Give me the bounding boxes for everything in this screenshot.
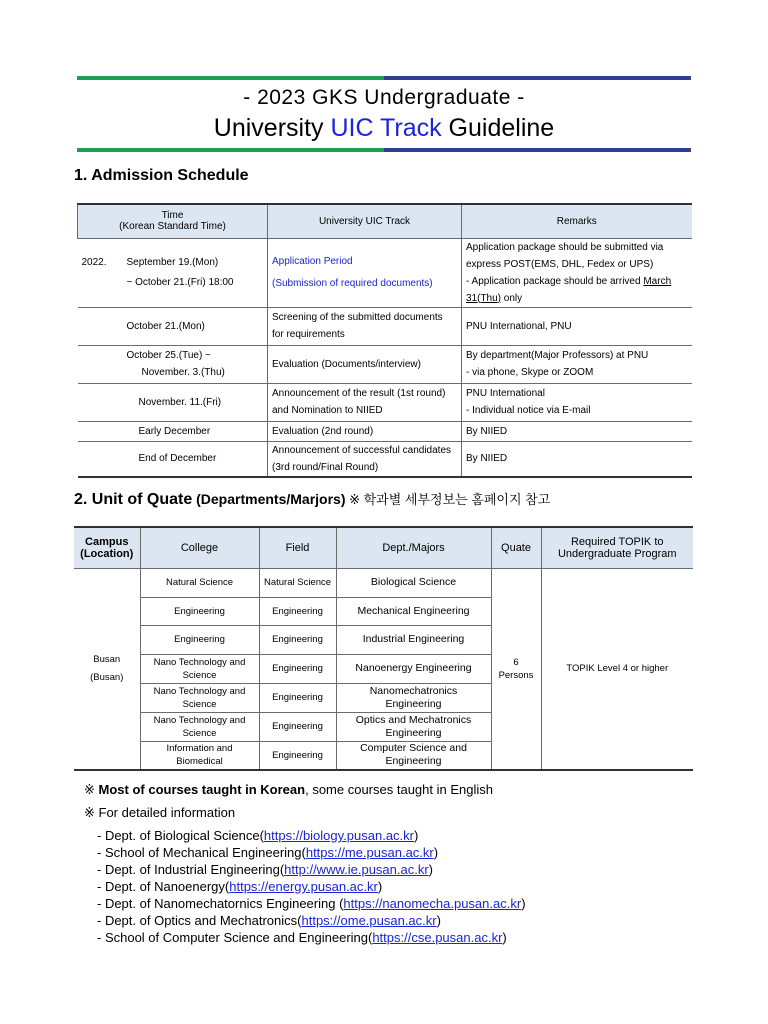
remarks-cell: By NIIED bbox=[462, 441, 692, 477]
college-cell: Information and Biomedical bbox=[140, 741, 259, 770]
remarks-cell: By department(Major Professors) at PNU - via phone, Skype or ZOOM bbox=[462, 345, 692, 383]
time-cell: 2022. September 19.(Mon) ~ October 21.(Fri) 18:00 bbox=[78, 238, 268, 307]
college-cell: Nano Technology and Science bbox=[140, 683, 259, 712]
time-cell: October 25.(Tue) ~ November. 3.(Thu) bbox=[78, 345, 268, 383]
major-cell: Computer Science and Engineering bbox=[336, 741, 491, 770]
track-cell: Evaluation (2nd round) bbox=[268, 421, 462, 441]
track-cell: Announcement of successful candidates (3rd round/Final Round) bbox=[268, 441, 462, 477]
table-row bbox=[74, 568, 693, 597]
major-cell: Industrial Engineering bbox=[336, 625, 491, 654]
track-cell: Announcement of the result (1st round) and Nomination to NIIED bbox=[268, 383, 462, 421]
list-item: - Dept. of Nanoenergy(https://energy.pusan.ac.kr) bbox=[97, 879, 383, 894]
time-cell: October 21.(Mon) bbox=[78, 307, 268, 345]
remarks-cell: PNU International - Individual notice via E-mail bbox=[462, 383, 692, 421]
doc-subtitle: - 2023 GKS Undergraduate - bbox=[243, 86, 525, 109]
header-bottom-rule bbox=[77, 148, 691, 152]
list-item: - Dept. of Nanomechatornics Engineering (https://nanomecha.pusan.ac.kr) bbox=[97, 896, 526, 911]
col-topik: Required TOPIK to Undergraduate Program bbox=[541, 527, 693, 568]
field-cell: Engineering bbox=[259, 683, 336, 712]
link-biology[interactable]: https://biology.pusan.ac.kr bbox=[263, 828, 414, 843]
college-cell: Natural Science bbox=[140, 568, 259, 597]
track-cell: Evaluation (Documents/interview) bbox=[268, 345, 462, 383]
college-cell: Nano Technology and Science bbox=[140, 712, 259, 741]
notes bbox=[84, 778, 493, 824]
list-item: - Dept. of Biological Science(https://biology.pusan.ac.kr) bbox=[97, 828, 419, 843]
table-row bbox=[78, 307, 692, 345]
field-cell: Engineering bbox=[259, 654, 336, 683]
col-college: College bbox=[140, 527, 259, 568]
table-row bbox=[78, 238, 692, 307]
track-cell: Application Period (Submission of required documents) bbox=[268, 238, 462, 307]
major-cell: Nanomechatronics Engineering bbox=[336, 683, 491, 712]
field-cell: Natural Science bbox=[259, 568, 336, 597]
section2-title: 2. Unit of Quate (Departments/Marjors) ※ 학과별 세부정보는 홈페이지 참고 bbox=[74, 491, 551, 508]
link-optics[interactable]: https://ome.pusan.ac.kr bbox=[301, 913, 437, 928]
remarks-cell: PNU International, PNU bbox=[462, 307, 692, 345]
col-remarks: Remarks bbox=[462, 204, 692, 238]
college-cell: Engineering bbox=[140, 625, 259, 654]
note-language: ※ Most of courses taught in Korean, some courses taught in English bbox=[84, 782, 493, 797]
col-time: Time (Korean Standard Time) bbox=[78, 204, 268, 238]
section1-title: 1. Admission Schedule bbox=[74, 167, 249, 184]
college-cell: Engineering bbox=[140, 597, 259, 625]
table-row bbox=[78, 383, 692, 421]
topik-cell: TOPIK Level 4 or higher bbox=[541, 568, 693, 770]
link-industrial[interactable]: http://www.ie.pusan.ac.kr bbox=[284, 862, 429, 877]
field-cell: Engineering bbox=[259, 712, 336, 741]
major-cell: Mechanical Engineering bbox=[336, 597, 491, 625]
campus-cell: Busan (Busan) bbox=[74, 568, 140, 770]
col-major: Dept./Majors bbox=[336, 527, 491, 568]
table-row bbox=[78, 441, 692, 477]
col-track: University UIC Track bbox=[268, 204, 462, 238]
time-cell: November. 11.(Fri) bbox=[78, 383, 268, 421]
major-cell: Optics and Mechatronics Engineering bbox=[336, 712, 491, 741]
college-cell: Nano Technology and Science bbox=[140, 654, 259, 683]
note-info: ※ For detailed information bbox=[84, 805, 236, 820]
table-row bbox=[78, 345, 692, 383]
major-cell: Nanoenergy Engineering bbox=[336, 654, 491, 683]
field-cell: Engineering bbox=[259, 741, 336, 770]
header-top-rule bbox=[77, 76, 691, 80]
col-campus: Campus (Location) bbox=[74, 527, 140, 568]
link-nanoenergy[interactable]: https://energy.pusan.ac.kr bbox=[229, 879, 378, 894]
link-cse[interactable]: https://cse.pusan.ac.kr bbox=[372, 930, 503, 945]
doc-title: University UIC Track Guideline bbox=[213, 114, 555, 142]
time-cell: End of December bbox=[78, 441, 268, 477]
unit-of-quota-table bbox=[74, 526, 693, 771]
list-item: - School of Computer Science and Engineering(https://cse.pusan.ac.kr) bbox=[97, 930, 507, 945]
major-cell: Biological Science bbox=[336, 568, 491, 597]
quota-cell: 6 Persons bbox=[491, 568, 541, 770]
link-mechanical[interactable]: https://me.pusan.ac.kr bbox=[305, 845, 434, 860]
track-cell: Screening of the submitted documents for requirements bbox=[268, 307, 462, 345]
list-item: - Dept. of Industrial Engineering(http://www.ie.pusan.ac.kr) bbox=[97, 862, 434, 877]
table-row bbox=[78, 421, 692, 441]
list-item: - School of Mechanical Engineering(https://me.pusan.ac.kr) bbox=[97, 845, 439, 860]
col-field: Field bbox=[259, 527, 336, 568]
list-item: - Dept. of Optics and Mechatronics(https://ome.pusan.ac.kr) bbox=[97, 913, 441, 928]
admission-schedule-table bbox=[77, 203, 692, 478]
table-header-row bbox=[78, 204, 692, 238]
link-nanomechatronics[interactable]: https://nanomecha.pusan.ac.kr bbox=[343, 896, 522, 911]
table-header-row bbox=[74, 527, 693, 568]
field-cell: Engineering bbox=[259, 597, 336, 625]
department-links bbox=[97, 827, 526, 946]
time-cell: Early December bbox=[78, 421, 268, 441]
remarks-cell: Application package should be submitted via express POST(EMS, DHL, Fedex or UPS) - Application package should be arrived March 31(Thu) only bbox=[462, 238, 692, 307]
col-quota: Quate bbox=[491, 527, 541, 568]
field-cell: Engineering bbox=[259, 625, 336, 654]
remarks-cell: By NIIED bbox=[462, 421, 692, 441]
